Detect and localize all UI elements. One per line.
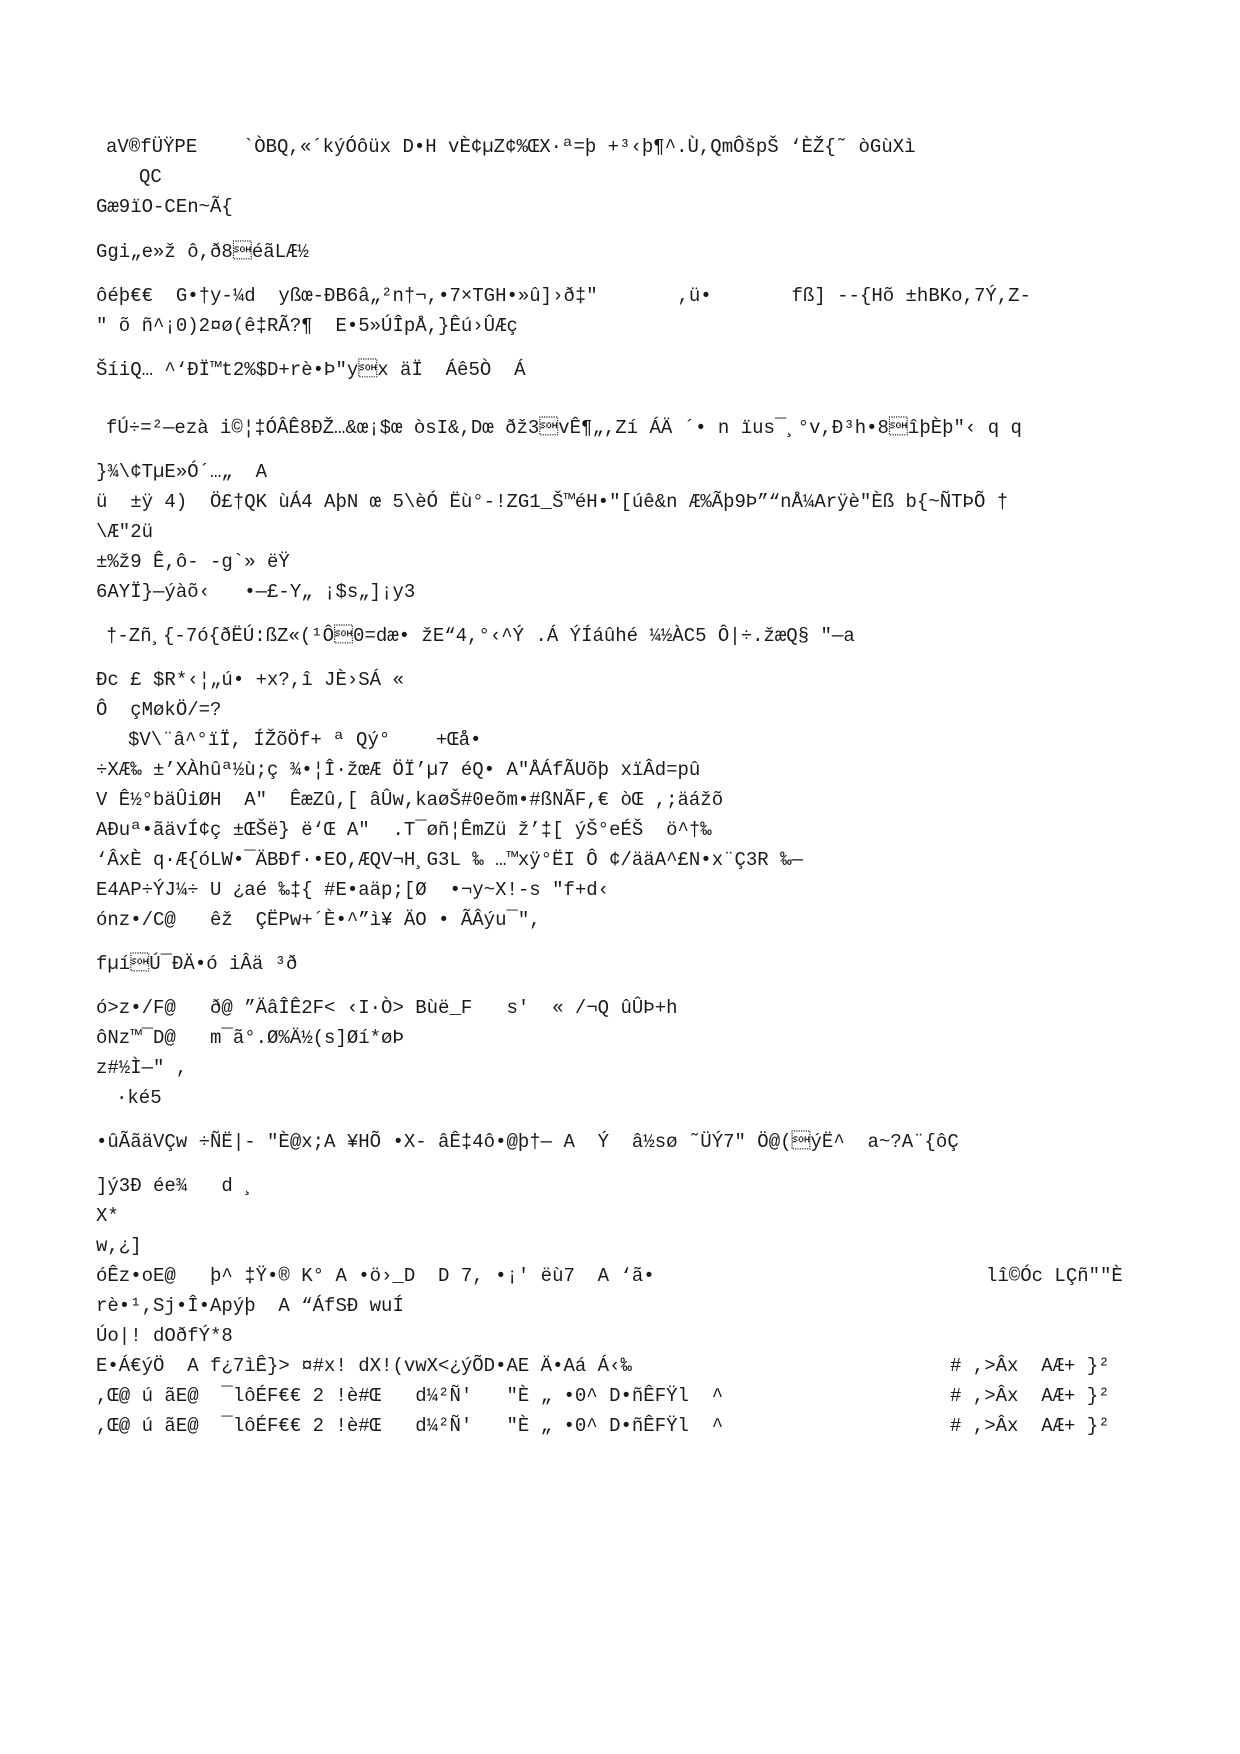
text-line-right: # ,>Âx AÆ+ }² xyxy=(950,1385,1110,1407)
text-line: ]ý3Ð ée¾ d ¸ xyxy=(96,1175,256,1197)
text-line: Gæ9ïO-CEn~Ã{ xyxy=(96,196,233,218)
text-line: ·ké5 xyxy=(116,1087,162,1109)
text-line-right: # ,>Âx AÆ+ }² xyxy=(950,1415,1110,1437)
text-line: ,Œ@ ú ãE@ ¯lôÉF€€ 2 !è#Œ d¼²Ñ' "È „ •0^ D•ñÊFŸl ^ xyxy=(96,1385,724,1407)
text-line: V Ê½°bäÛiØH A" ÊæZû,[ âÛw,kaøŠ#0eõm•#ßNÃF,€ òŒ ,;äážõ xyxy=(96,789,724,811)
text-line: ±%ž9 Ê,ô- -g`» ëŸ xyxy=(96,551,290,573)
text-line: aV®fÜŸPE `ÒBQ,«´kýÓôüx D•H vÈ¢µZ¢%ŒX·ª=þ +³‹þ¶^.Ù,QmÔšpŠ ‘ÈŽ{˜ òGùXì xyxy=(106,136,916,158)
text-line: ŠíiQ… ^‘ÐÏ™t2%$D+rè•Þ"yx äÏ Áê5Ò Á xyxy=(96,359,526,381)
text-line: ü ±ÿ 4) Ö£†QK ùÁ4 AþN œ 5\èÓ Ëù°-!ZG1_Š™éH•"[úê&n Æ%Ãþ9Þ”“nÅ¼Arÿè"Èß b{~ÑTÞÕ † xyxy=(96,491,1009,513)
text-line: rè•¹,Sj•Î•Apýþ A “ÁfSÐ wuÍ xyxy=(96,1295,404,1317)
text-line: †-Zñ¸{-7ó{ðËÚ:ßZ«(¹Ô0=dæ• žE“4,°‹^Ý .Á ÝÍáûhé ¼½ÀC5 Ô|÷.žæQ§ "—a xyxy=(106,625,855,647)
text-line: w,¿] xyxy=(96,1235,142,1257)
text-line: óÊz•oE@ þ^ ‡Ÿ•® K° A •ö›_D D 7, •¡' ëù7 A ‘ã• xyxy=(96,1265,655,1287)
text-line: }¾\¢TµE»Ó´…„ A xyxy=(96,461,268,483)
text-line: Ðc £ $R*‹¦„ú• +x?,î JÈ›SÁ « xyxy=(96,669,404,691)
text-line-right: lî©Óc LÇñ""È xyxy=(986,1265,1123,1287)
text-line: \Æ"2ü xyxy=(96,521,154,543)
text-line: ,Œ@ ú ãE@ ¯lôÉF€€ 2 !è#Œ d¼²Ñ' "È „ •0^ D•ñÊFŸl ^ xyxy=(96,1415,724,1437)
text-line: ôéþ€€ G•†y-¼d yßœ-ÐB6â„²n†¬,•7×TGH•»û]›ð‡" ,ü• fß] --{Hõ ±hBKo,7Ý,Z- xyxy=(96,285,1031,307)
text-line: Ggi„e»ž ô,ð8éãLÆ½ xyxy=(96,241,309,263)
text-line: fµíÚ¯ÐÄ•ó iÂä ³ð xyxy=(96,953,298,975)
text-line: z#½Ì—" , xyxy=(96,1057,188,1079)
text-line: QC xyxy=(139,166,162,188)
text-line: ôNz™¯D@ m¯ã°.Ø%Ä½(s]Øí*øÞ xyxy=(96,1027,404,1049)
text-line: fÚ÷=²—ezà i©¦‡ÓÂÊ8ÐŽ…&œ¡$œ òsI&,Dœ ðž3vÊ¶„,Zí ÁÄ ´• n ïus¯¸°v,Ð³h•8îþÈþ"‹ q q xyxy=(106,417,1022,439)
text-line: Úo|! dOðfÝ*8 xyxy=(96,1325,233,1347)
text-line: " õ ñ^¡0)2¤ø(ê‡RÃ?¶ E•5»ÚÎpÅ,}Êú›ÛÆç xyxy=(96,315,518,337)
text-line: Ô çMøkÖ/=? xyxy=(96,699,222,721)
text-line: ÷XÆ‰ ±’XÀhûª½ù;ç ¾•¦Î·žœÆ ÖÏ’µ7 éQ• A"ÅÁfÃUõþ xïÂd=pû xyxy=(96,759,701,781)
text-line: ‘ÂxÈ q·Æ{óLW•¯ÄBÐf·•EO,ÆQV¬H¸G3L ‰ …™xÿ°ËI Ô ¢/ääA^£N•x¨Ç3R ‰— xyxy=(96,849,803,871)
text-line: •ûÃãäVÇw ÷ÑË|- "È@x;A ¥HÕ •X- âÊ‡4ô•@þ†— A Ý â½sø ˜ÜÝ7" Ö@(ýË^ a~?A¨{ôÇ xyxy=(96,1131,959,1153)
text-line: ó>z•/F@ ð@ ”ÄâÎÊ2F< ‹I·Ò> Bùë_F s' « /¬Q ûÛÞ+h xyxy=(96,997,678,1019)
text-line: X* xyxy=(96,1205,119,1227)
text-line-right: # ,>Âx AÆ+ }² xyxy=(950,1355,1110,1377)
text-line: E•Á€ýÖ A f¿7ìÊ}> ¤#x! dX!(vwX<¿ýÕD•AE Ä•Aá Á‹‰ xyxy=(96,1355,632,1377)
text-line: E4AP÷ÝJ¼÷ U ¿aé ‰‡{ #E•aäp;[Ø •¬y~X!-s "f+d‹ xyxy=(96,879,610,901)
text-line: ónz•/C@ êž ÇËPw+´È•^”ì¥ ÄO • ÃÂýu¯", xyxy=(96,909,541,931)
text-line: $V\¨â^°ïÏ, ÍŽõÖf+ ª Qý° +Œå• xyxy=(128,729,482,751)
text-line: AÐuª•ãävÍ¢ç ±ŒŠë} ë‘Œ A" .T¯øñ¦ÊmZü ž’‡[ ýŠ°eÉŠ ö^†‰ xyxy=(96,819,712,841)
text-line: 6AYÏ}—ýàõ‹ •—£-Y„ ¡$s„]¡y3 xyxy=(96,581,416,603)
